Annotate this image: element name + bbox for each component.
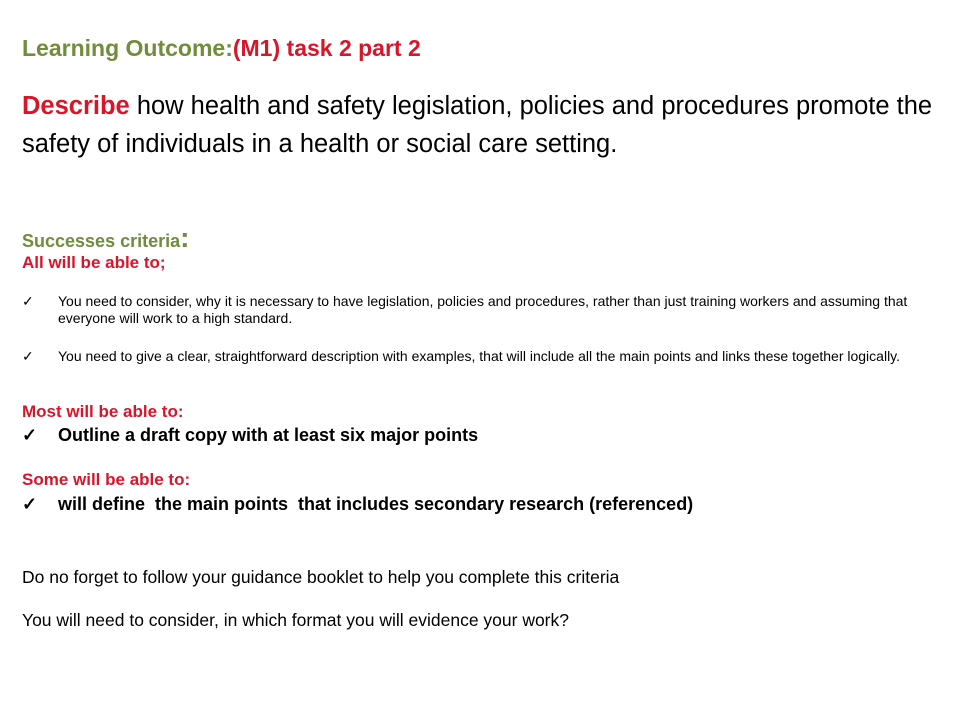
most-label: Most will be able to: [22,402,184,421]
guidance-note: Do no forget to follow your guidance booklet to help you complete this criteria [22,567,620,587]
all-label: All will be able to; [22,253,166,272]
some-item-1 [22,493,693,515]
task-description [22,87,942,163]
task-verb: Describe [22,92,130,120]
heading-code: (M1) [232,35,281,61]
all-item-1-text: You need to consider, why it is necessary to have legislation, policies and procedures, rather than just training workers and assuming that everyone will work to a high standard. [58,293,908,326]
task-text: how health and safety legislation, policies and procedures promote the safety of individuals in a health or social care setting. [22,92,933,158]
some-label: Some will be able to: [22,470,191,489]
criteria-title-text: Successes criteria [22,231,181,251]
most-item-1 [22,424,478,446]
criteria-title-colon: : [180,222,190,253]
check-icon: ✓ [22,293,34,309]
check-icon: ✓ [22,494,38,514]
check-icon: ✓ [22,425,38,445]
some-item-1-text: will define the main points that includes secondary research (referenced) [58,494,694,514]
heading-task: task 2 part 2 [280,35,421,61]
format-note: You will need to consider, in which format you will evidence your work? [22,610,569,630]
all-item-2 [22,348,922,365]
heading-prefix: Learning Outcome: [22,35,233,61]
most-item-1-text: Outline a draft copy with at least six major points [58,425,479,445]
learning-outcome-heading [22,35,421,61]
all-item-2-text: You need to give a clear, straightforward description with examples, that will include all the main points and links these together logically. [58,348,901,364]
check-icon: ✓ [22,348,34,364]
all-item-1 [22,293,922,327]
success-criteria-title [22,222,190,253]
